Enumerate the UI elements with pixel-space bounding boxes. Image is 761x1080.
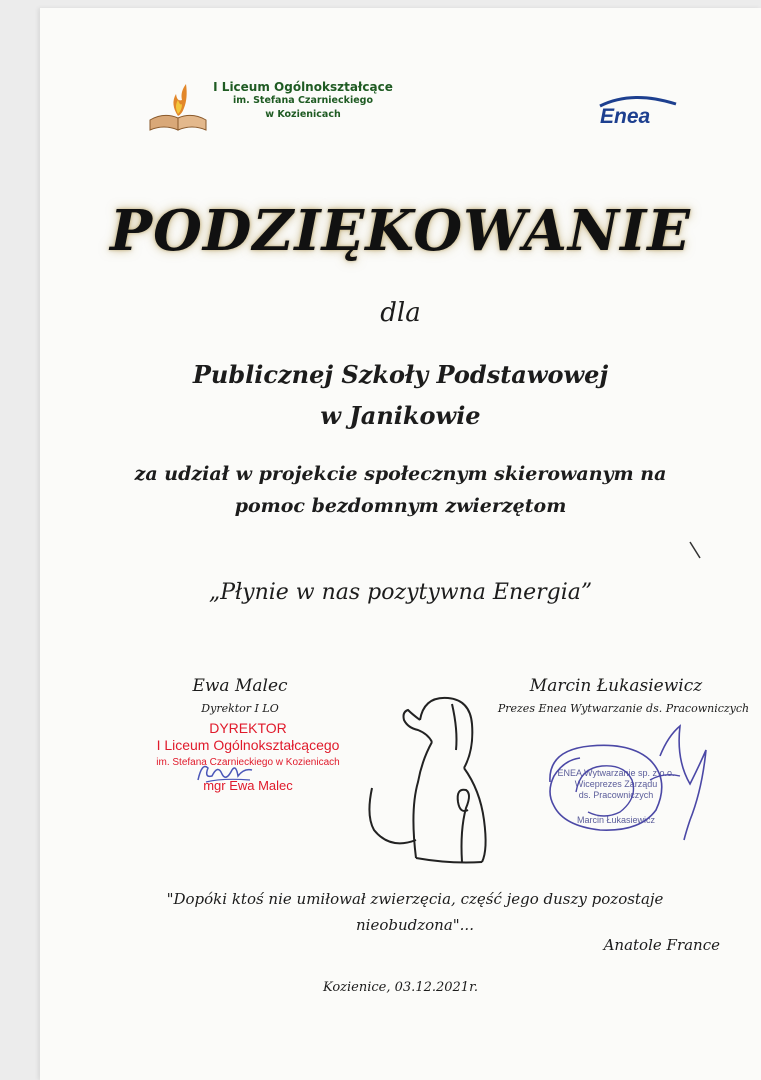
- dog-line-drawing: [360, 690, 500, 870]
- director-stamp-line3: im. Stefana Czarnieckiego w Kozienicach: [156, 757, 340, 768]
- quote: [130, 886, 700, 938]
- school-name: [208, 80, 398, 122]
- slogan: „Płynie w nas pozytywna Energia”: [208, 580, 593, 605]
- left-handwritten-signature: [192, 756, 262, 790]
- left-signatory-name: Ewa Malec: [192, 676, 288, 696]
- quote-line1: "Dopóki ktoś nie umiłował zwierzęcia, część jego duszy pozostaje: [166, 890, 664, 908]
- enea-stamp-line4: Marcin Łukasiewicz: [576, 815, 656, 825]
- director-stamp-line4: mgr Ewa Malec: [203, 778, 293, 793]
- quote-author: Anatole France: [603, 936, 720, 954]
- director-stamp-line2: I Liceum Ogólnokształcącego: [156, 737, 340, 753]
- recipient-line1: Publicznej Szkoły Podstawowej: [192, 360, 609, 389]
- reason-line2: pomoc bezdomnym zwierzętom: [234, 495, 567, 517]
- school-name-line3: w Kozienicach: [265, 109, 341, 120]
- place-and-date: Kozienice, 03.12.2021r.: [322, 980, 478, 995]
- quote-line2: nieobudzona"...: [356, 916, 474, 934]
- recipient-line2: w Janikowie: [320, 401, 481, 430]
- right-signatory-role: Prezes Enea Wytwarzanie ds. Pracowniczych: [497, 702, 750, 715]
- enea-logo-text: Enea: [600, 105, 651, 126]
- enea-stamp-line2: Wiceprezes Zarządu: [574, 779, 658, 789]
- right-handwritten-signature: [540, 720, 710, 844]
- school-name-line2: im. Stefana Czarnieckiego: [233, 95, 373, 106]
- certificate-title: PODZIĘKOWANIE: [110, 198, 691, 264]
- recipient: [40, 354, 761, 436]
- reason: [100, 458, 701, 522]
- left-signatory-role: Dyrektor I LO: [201, 702, 279, 715]
- enea-stamp-line3: ds. Pracowniczych: [578, 790, 654, 800]
- pen-mark: [688, 540, 704, 562]
- right-signatory-name: Marcin Łukasiewicz: [529, 676, 703, 696]
- director-stamp-line1: DYREKTOR: [209, 720, 287, 736]
- open-book-flame-icon: [144, 76, 214, 132]
- for-word: dla: [380, 298, 421, 328]
- enea-logo: [592, 92, 682, 126]
- school-name-line1: I Liceum Ogólnokształcące: [213, 80, 393, 94]
- enea-stamp-line1: ENEA Wytwarzanie sp. z o.o.: [557, 768, 675, 778]
- reason-line1: za udział w projekcie społecznym skierowanym na: [134, 463, 667, 485]
- certificate-sheet: [40, 8, 761, 1080]
